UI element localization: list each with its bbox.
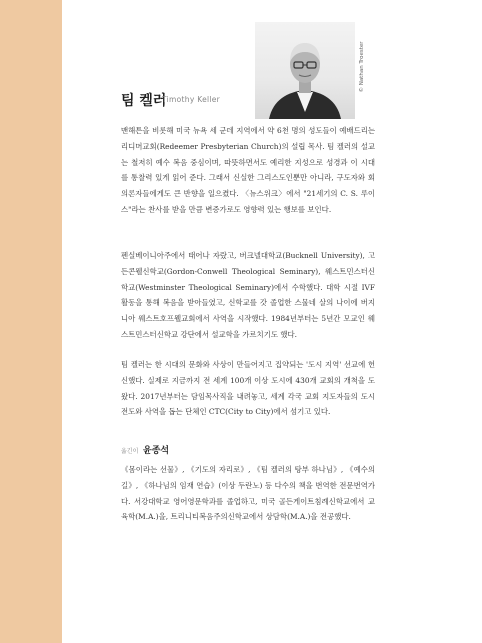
translator-name: 윤종석 — [143, 446, 170, 456]
author-bio-paragraph: 맨해튼을 비롯해 미국 뉴욕 세 군데 지역에서 약 6천 명의 성도들이 예배드리는 리디머교회(Redeemer Presbyterian Church)의 설립 목사. 팀 켈러의 설교는 철저히 예수 복음 중심이며, 따뜻하면서도 예리한 지성으로 성경과 이 시대를 통찰력 있게 읽어 준다. 그래서 신실한 그리스도인뿐만 아니라, 구도자와 회의론자들에게도 큰 반향을 일으켰다. 〈뉴스위크〉에서 "21세기의 C. S. 루이스"라는 찬사를 받을 만큼 변증가로도 영향력 있는 행보를 보인다. — [121, 126, 375, 214]
author-bio-paragraph: 팀 켈러는 한 시대의 문화와 사상이 만들어지고 집약되는 '도시 지역' 선교에 헌신했다. 실제로 지금까지 전 세계 100개 이상 도시에 430개 교회의 개척을 도왔다. 2017년부터는 담임목사직을 내려놓고, 세계 각국 교회 지도자들의 도시 전도와 사역을 돕는 단체인 CTC(City to City)에서 섬기고 있다. — [121, 360, 375, 417]
side-color-band — [0, 0, 62, 643]
author-bio-paragraph: 펜실베이니아주에서 태어나 자랐고, 버크넬대학교(Bucknell University), 고든콘웰신학교(Gordon-Conwell Theological Seminary), 웨스트민스터신학교(Westminster Theological Seminary)에서 수학했다. 대학 시절 IVF 활동을 통해 복음을 받아들였고, 신학교를 갓 졸업한 스물네 살의 나이에 버지니아 웨스트호프웰교회에서 사역을 시작했다. 1984년부터는 5년간 모교인 웨스트민스터신학교 강단에서 설교학을 가르치기도 했다. — [121, 251, 375, 339]
author-name-korean: 팀 켈러 — [121, 93, 167, 109]
translator-bio-paragraph: 《몸이라는 선물》, 《기도의 자리로》, 《팀 켈러의 탕부 하나님》, 《예수의 길》, 《하나님의 임재 연습》(이상 두란노) 등 다수의 책을 번역한 전문번역가다. 서강대학교 영어영문학과를 졸업하고, 미국 골든게이트침례신학교에서 교육학(M.A.)을, 트리니티복음주의신학교에서 상담학(M.A.)을 전공했다. — [121, 465, 375, 522]
author-name-english: Timothy Keller — [162, 95, 221, 104]
photo-credit: © Nathan Troester — [359, 41, 365, 93]
author-photo — [255, 22, 355, 119]
translator-label: 옮긴이 — [121, 448, 139, 455]
